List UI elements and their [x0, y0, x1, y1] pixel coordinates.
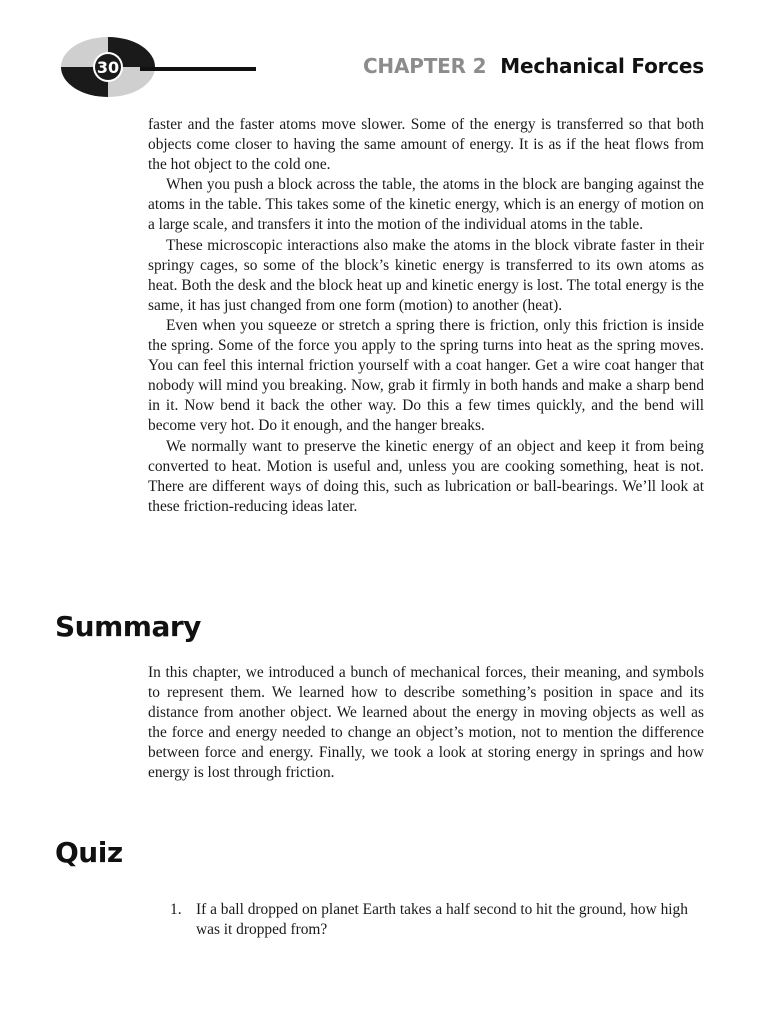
- summary-heading: Summary: [55, 610, 201, 643]
- paragraph: faster and the faster atoms move slower. Some of the energy is transferred so that both objects come closer to having the same amount of energy. It is as if the heat flows from the hot object to the cold one.: [148, 116, 704, 174]
- quiz-item: [148, 900, 704, 940]
- quiz-heading: Quiz: [55, 836, 123, 869]
- summary-text: [148, 663, 704, 784]
- header-rule: [140, 67, 256, 71]
- chapter-label: CHAPTER 2: [362, 54, 487, 78]
- paragraph: When you push a block across the table, the atoms in the block are banging against the atoms in the table. This takes some of the kinetic energy, which is an energy of motion on a large scale, and transfers it into the motion of the individual atoms in the table.: [148, 176, 704, 234]
- paragraph: These microscopic interactions also make the atoms in the block vibrate faster in their springy cages, so some of the block’s kinetic energy is transferred to its own atoms as heat. Both the desk and the block heat up and kinetic energy is lost. The total energy is the same, it has just changed from one form (motion) to another (heat).: [148, 236, 704, 314]
- quiz-item-question: If a ball dropped on planet Earth takes a half second to hit the ground, how high was it dropped from?: [196, 901, 688, 939]
- page-number: 30: [96, 58, 120, 77]
- paragraph: In this chapter, we introduced a bunch of mechanical forces, their meaning, and symbols to represent them. We learned how to describe something’s position in space and its distance from another object. We learned about the energy in moving objects as well as the force and energy needed to change an object’s motion, not to mention the difference between force and energy. Finally, we took a look at storing energy in springs and how energy is lost through friction.: [148, 664, 704, 782]
- quiz-item-number: 1.: [170, 901, 182, 918]
- paragraph: We normally want to preserve the kinetic energy of an object and keep it from being converted to heat. Motion is useful and, unless you are cooking something, heat is not. There are different ways of doing this, such as lubrication or ball-bearings. We’ll look at these friction-reducing ideas later.: [148, 437, 704, 515]
- body-text: [148, 115, 704, 517]
- paragraph: Even when you squeeze or stretch a spring there is friction, only this friction is inside the spring. Some of the force you apply to the spring turns into heat as the spring moves. You can feel this internal friction yourself with a coat hanger. Get a wire coat hanger that nobody will mind you breaking. Now, grab it firmly in both hands and make a sharp bend in it. Now bend it back the other way. Do this a few times quickly, and the bend will become very hot. Do it enough, and the hanger breaks.: [148, 316, 704, 435]
- quiz-list: [148, 900, 704, 940]
- chapter-title: Mechanical Forces: [500, 54, 704, 78]
- running-header: [363, 54, 704, 78]
